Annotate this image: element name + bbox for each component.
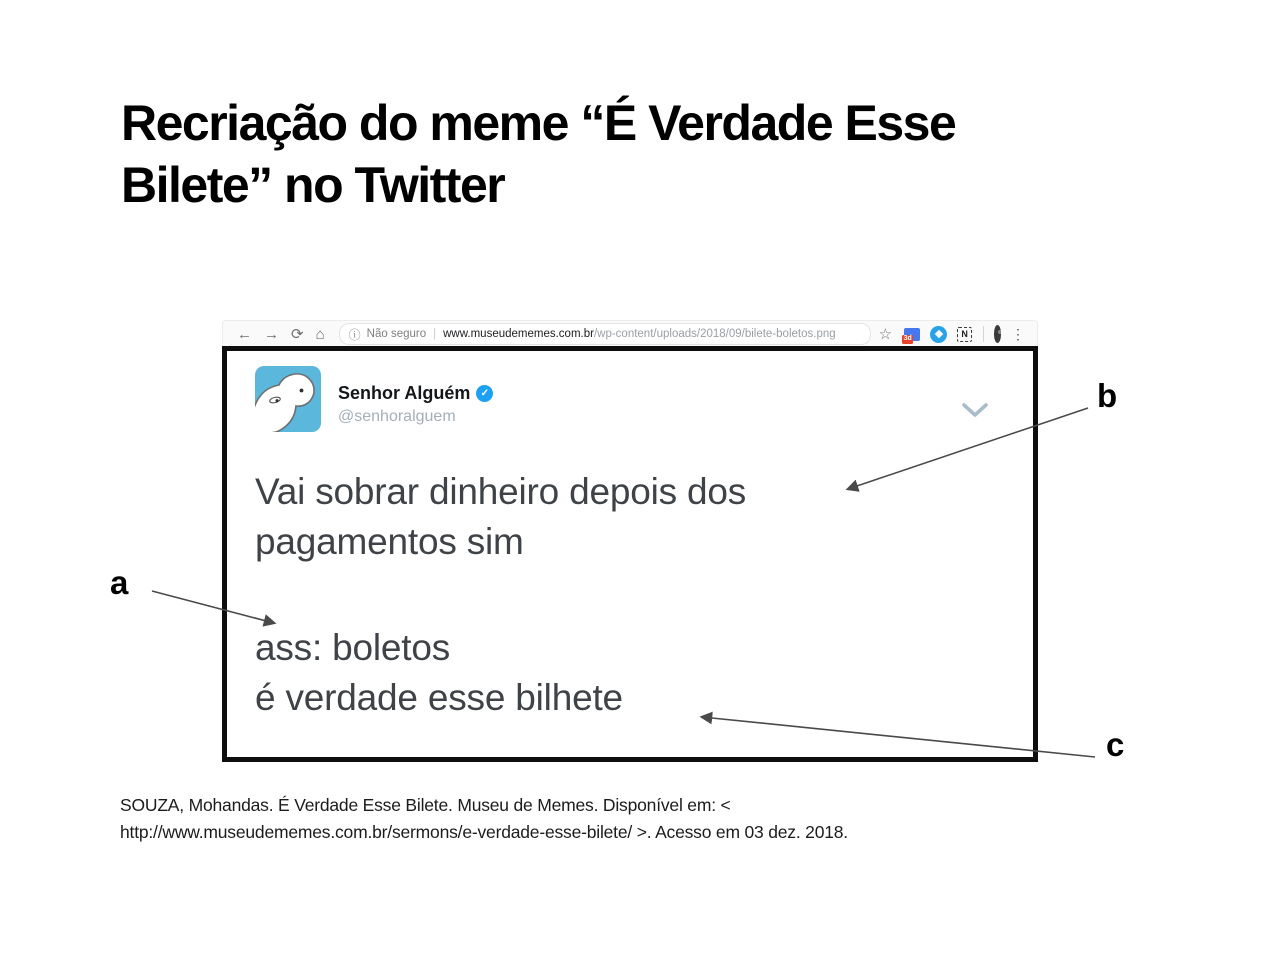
extension-notion-icon[interactable]: N <box>957 327 972 342</box>
verified-badge-icon: ✓ <box>476 385 493 402</box>
forward-icon[interactable]: → <box>264 325 279 343</box>
tweet-body-bottom <box>255 623 623 723</box>
tweet-screenshot <box>222 346 1038 762</box>
tweet-handle[interactable]: @senhoralguem <box>338 408 456 425</box>
security-label: Não seguro <box>366 328 427 340</box>
menu-dots-icon[interactable]: ⋮ <box>1011 325 1025 342</box>
tweet-avatar <box>255 366 321 432</box>
tweet-user-row <box>338 383 493 404</box>
back-icon[interactable]: ← <box>237 325 252 343</box>
url-domain: www.museudememes.com.br <box>443 328 594 340</box>
tweet-body-line2: pagamentos sim <box>255 521 524 562</box>
citation-line2: http://www.museudememes.com.br/sermons/e-verdade-esse-bilete/ >. Acesso em 03 dez. 2018. <box>120 822 848 842</box>
extension-3d-badge: 3d <box>903 335 912 342</box>
annotation-label-c: c <box>1106 726 1125 763</box>
extension-diamond-icon[interactable] <box>930 326 947 343</box>
tweet-body-line1: Vai sobrar dinheiro depois dos <box>255 471 747 512</box>
reload-icon[interactable]: ⟳ <box>291 326 304 343</box>
citation <box>120 792 848 846</box>
slide-title-line1: Recriação do meme “É Verdade Esse <box>121 95 956 151</box>
annotation-label-b: b <box>1097 377 1118 414</box>
tweet-body-line3: ass: boletos <box>255 627 451 668</box>
info-icon[interactable]: ⓘ <box>348 327 361 342</box>
extension-3d-icon[interactable] <box>904 328 920 341</box>
home-icon[interactable]: ⌂ <box>315 325 325 343</box>
url-path: /wp-content/uploads/2018/09/bilete-boletos.png <box>593 328 836 340</box>
address-bar[interactable] <box>339 323 871 345</box>
tweet-display-name[interactable]: Senhor Alguém <box>338 383 471 403</box>
chevron-down-icon[interactable] <box>961 401 989 419</box>
bookmark-star-icon[interactable]: ☆ <box>878 326 893 343</box>
tweet-body-top <box>255 467 746 567</box>
url-separator: | <box>433 328 437 340</box>
slide-title-line2: Bilete” no Twitter <box>121 157 505 213</box>
browser-toolbar <box>222 320 1038 347</box>
annotation-label-a: a <box>110 564 129 601</box>
tweet-body-line4: é verdade esse bilhete <box>255 677 623 718</box>
citation-line1: SOUZA, Mohandas. É Verdade Esse Bilete. Museu de Memes. Disponível em: < <box>120 795 731 815</box>
slide-title <box>121 92 955 216</box>
profile-avatar-icon[interactable] <box>994 325 1001 343</box>
